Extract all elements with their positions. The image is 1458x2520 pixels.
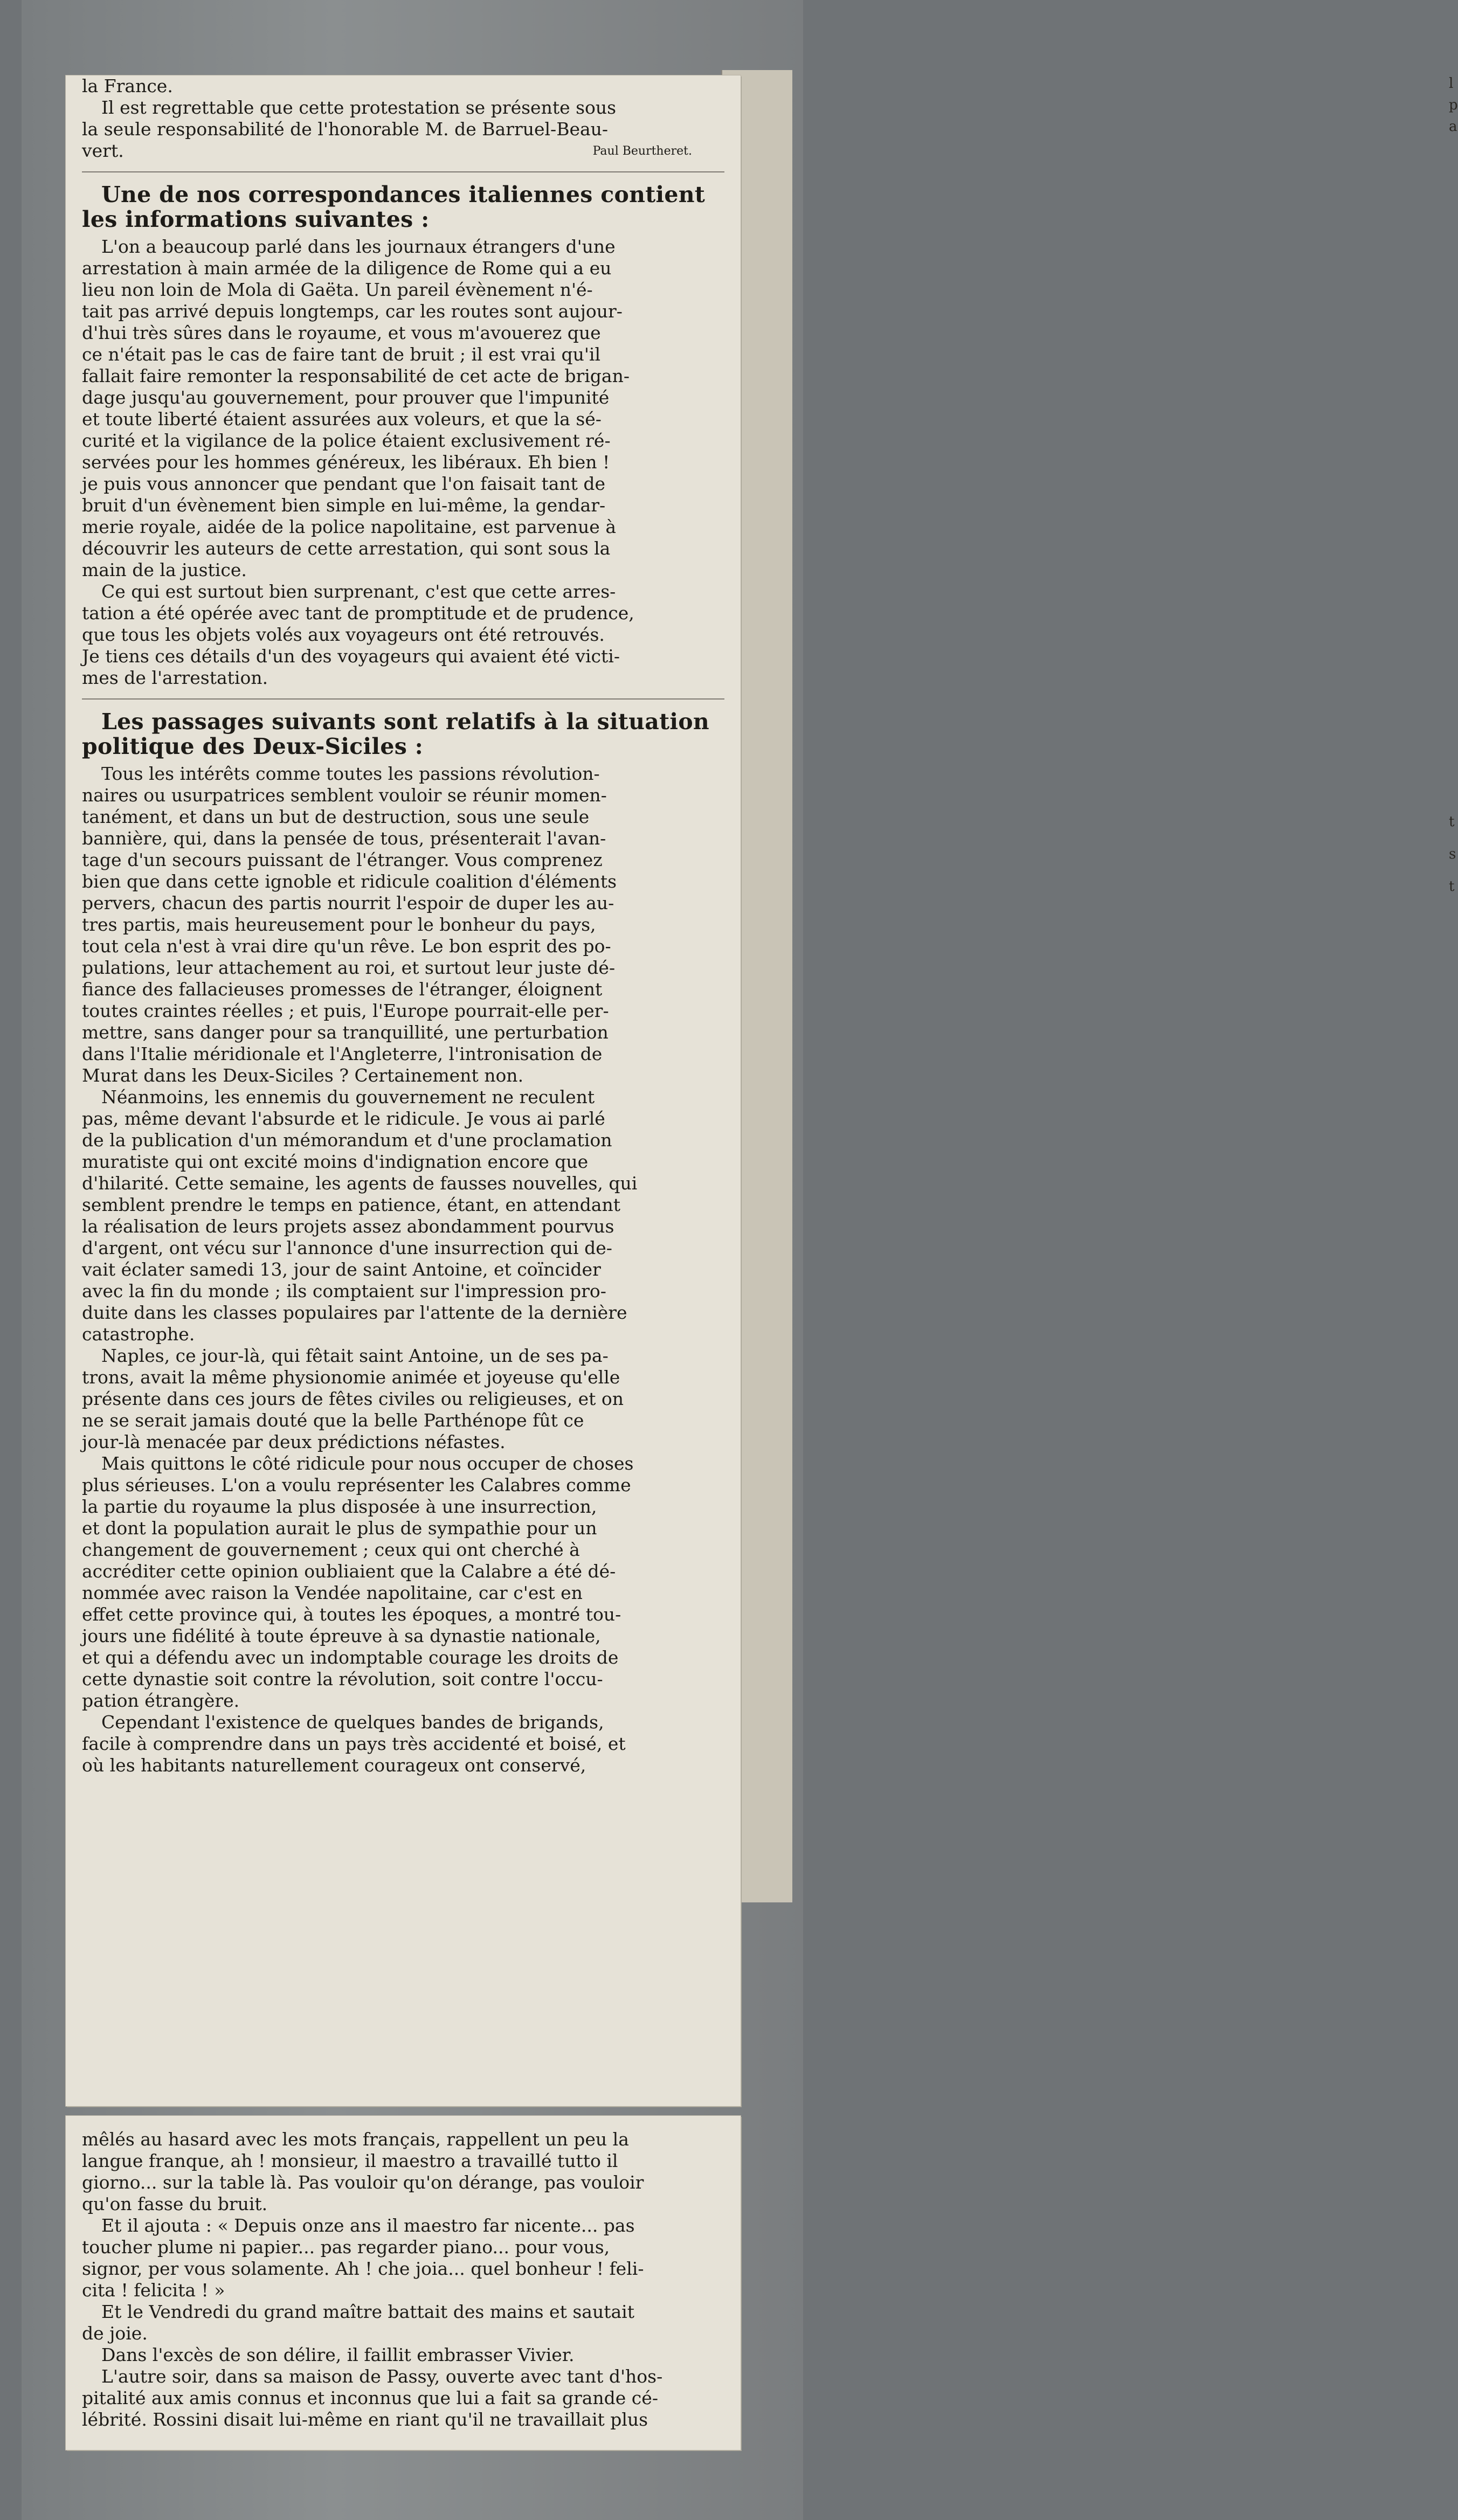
text-line: présente dans ces jours de fêtes civiles ou religieuses, et on [82,1388,624,1409]
article-column [66,2116,741,2430]
text-line: mes de l'arrestation. [82,667,268,688]
text-line: cette dynastie soit contre la révolution, soit contre l'occu- [82,1669,603,1690]
text-line: Dans l'excès de son délire, il faillit embrasser Vivier. [101,2344,575,2365]
section-italian-correspondence [82,182,724,689]
text-line: tation a été opérée avec tant de promptitude et de prudence, [82,603,634,624]
text-line: tres partis, mais heureusement pour le bonheur du pays, [82,914,596,935]
text-line: merie royale, aidée de la police napolitaine, est parvenue à [82,516,616,537]
edge-letter: t [1449,878,1455,895]
text-line: de joie. [82,2323,148,2344]
text-line: tait pas arrivé depuis longtemps, car les routes sont aujour- [82,301,623,322]
section-heading: politique des Deux-Siciles : [82,733,424,759]
text-line: langue franque, ah ! monsieur, il maestro a travaillé tutto il [82,2150,618,2171]
text-line: fallait faire remonter la responsabilité de cet acte de brigan- [82,365,630,386]
section-two-sicilies [82,709,724,1776]
text-line: Je tiens ces détails d'un des voyageurs qui avaient été victi- [82,646,620,667]
text-line: Et le Vendredi du grand maître battait des mains et sautait [101,2301,634,2322]
text-line: Néanmoins, les ennemis du gouvernement ne reculent [101,1086,595,1107]
text-line: catastrophe. [82,1324,195,1345]
text-line: fiance des fallacieuses promesses de l'étranger, éloignent [82,979,603,1000]
text-line: découvrir les auteurs de cette arrestation, qui sont sous la [82,538,611,559]
text-line: arrestation à main armée de la diligence de Rome qui a eu [82,258,612,279]
text-line: changement de gouvernement ; ceux qui ont cherché à [82,1539,580,1560]
edge-letter: s [1449,846,1456,862]
text-line: vait éclater samedi 13, jour de saint Antoine, et coïncider [82,1259,601,1280]
text-line: et toute liberté étaient assurées aux voleurs, et que la sé- [82,409,602,430]
text-line: où les habitants naturellement courageux ont conservé, [82,1755,586,1776]
text-line: mettre, sans danger pour sa tranquillité, une perturbation [82,1022,609,1043]
text-line: pation étrangère. [82,1690,240,1711]
text-line: mêlés au hasard avec les mots français, rappellent un peu la [82,2129,629,2150]
text-line: dans l'Italie méridionale et l'Angleterre, l'intronisation de [82,1043,603,1064]
text-line: Et il ajouta : « Depuis onze ans il maestro far nicente... pas [101,2215,635,2236]
text-line: curité et la vigilance de la police étaient exclusivement ré- [82,430,611,451]
text-line: lébrité. Rossini disait lui-même en riant qu'il ne travaillait plus [82,2409,648,2430]
text-line: pulations, leur attachement au roi, et surtout leur juste dé- [82,957,616,978]
text-line: Murat dans les Deux-Siciles ? Certainement non. [82,1065,524,1086]
newspaper-clipping-secondary [66,2116,741,2450]
section-heading: Une de nos correspondances italiennes contient [101,182,706,207]
text-line: jours une fidélité à toute épreuve à sa dynastie nationale, [82,1625,601,1646]
text-line: plus sérieuses. L'on a voulu représenter les Calabres comme [82,1474,631,1496]
newspaper-clipping-main [66,75,741,2106]
text-line: toucher plume ni papier... pas regarder piano... pour vous, [82,2237,610,2258]
text-line: la France. [82,75,173,96]
text-line: la partie du royaume la plus disposée à une insurrection, [82,1496,597,1517]
text-line: tout cela n'est à vrai dire qu'un rêve. Le bon esprit des po- [82,936,611,957]
text-line: accréditer cette opinion oubliaient que la Calabre a été dé- [82,1561,616,1582]
text-line: pervers, chacun des partis nourrit l'espoir de duper les au- [82,892,614,913]
article-column [66,75,741,1776]
text-line: Tous les intérêts comme toutes les passions révolution- [101,763,600,784]
text-line: effet cette province qui, à toutes les époques, a montré tou- [82,1604,621,1625]
text-line: de la publication d'un mémorandum et d'une proclamation [82,1130,612,1151]
text-line: que tous les objets volés aux voyageurs ont été retrouvés. [82,624,605,645]
text-line: ce n'était pas le cas de faire tant de bruit ; il est vrai qu'il [82,344,601,365]
text-line: la seule responsabilité de l'honorable M. de Barruel-Beau- [82,119,609,140]
text-line: muratiste qui ont excité moins d'indignation encore que [82,1151,589,1172]
text-line: L'on a beaucoup parlé dans les journaux étrangers d'une [101,236,616,257]
text-line: tage d'un secours puissant de l'étranger. Vous comprenez [82,849,603,870]
text-line: qu'on fasse du bruit. [82,2193,268,2214]
edge-letter: t [1449,814,1455,830]
text-line: L'autre soir, dans sa maison de Passy, ouverte avec tant d'hos- [101,2366,663,2387]
text-line: d'hui très sûres dans le royaume, et vous m'avouerez que [82,322,601,343]
text-line: main de la justice. [82,559,247,580]
text-line: pitalité aux amis connus et inconnus que lui a fait sa grande cé- [82,2387,658,2408]
section-heading: les informations suivantes : [82,206,430,232]
text-line: Cependant l'existence de quelques bandes de brigands, [101,1712,604,1733]
text-line: duite dans les classes populaires par l'attente de la dernière [82,1302,627,1323]
text-line: tanément, et dans un but de destruction, sous une seule [82,806,590,827]
text-line: avec la fin du monde ; ils comptaient sur l'impression pro- [82,1280,606,1301]
text-line: semblent prendre le temps en patience, étant, en attendant [82,1194,620,1215]
text-line: giorno... sur la table là. Pas vouloir qu'on dérange, pas vouloir [82,2172,644,2193]
text-line: lieu non loin de Mola di Gaëta. Un pareil évènement n'é- [82,279,593,300]
edge-letter: a [1449,119,1457,135]
section-divider [82,171,724,172]
text-line: servées pour les hommes généreux, les libéraux. Eh bien ! [82,452,610,473]
text-line: cita ! felicita ! » [82,2280,225,2301]
section-divider [82,698,724,700]
text-line: Ce qui est surtout bien surprenant, c'est que cette arres- [101,581,616,602]
text-line: et qui a défendu avec un indomptable courage les droits de [82,1647,619,1668]
text-line: bien que dans cette ignoble et ridicule coalition d'éléments [82,871,617,892]
top-fragment [82,75,724,162]
text-line: je puis vous annoncer que pendant que l'on faisait tant de [82,473,606,494]
text-line: bruit d'un évènement bien simple en lui-même, la gendar- [82,495,606,516]
text-line: Naples, ce jour-là, qui fêtait saint Antoine, un de ses pa- [101,1345,609,1366]
text-line: trons, avait la même physionomie animée et joyeuse qu'elle [82,1367,620,1388]
text-line: toutes craintes réelles ; et puis, l'Europe pourrait-elle per- [82,1000,609,1021]
text-line: naires ou usurpatrices semblent vouloir se réunir momen- [82,785,607,806]
text-line: Il est regrettable que cette protestation se présente sous [101,97,617,118]
text-line: d'argent, ont vécu sur l'annonce d'une insurrection qui de- [82,1237,612,1258]
text-line: vert. [82,140,124,161]
text-line: Mais quittons le côté ridicule pour nous occuper de choses [101,1453,634,1474]
text-line: facile à comprendre dans un pays très accidenté et boisé, et [82,1733,626,1754]
text-line: la réalisation de leurs projets assez abondamment pourvus [82,1216,614,1237]
text-line: ne se serait jamais douté que la belle Parthénope fût ce [82,1410,584,1431]
text-line: signor, per vous solamente. Ah ! che joia... quel bonheur ! feli- [82,2258,644,2279]
text-line: dage jusqu'au gouvernement, pour prouver que l'impunité [82,387,610,408]
section-heading: Les passages suivants sont relatifs à la situation [101,709,709,735]
text-line: jour-là menacée par deux prédictions néfastes. [82,1431,506,1452]
author-signature: Paul Beurtheret. [592,144,692,158]
text-line: et dont la population aurait le plus de sympathie pour un [82,1518,597,1539]
text-line: nommée avec raison la Vendée napolitaine, car c'est en [82,1582,583,1603]
text-line: bannière, qui, dans la pensée de tous, présenterait l'avan- [82,828,606,849]
edge-letter: l [1449,75,1454,92]
text-line: pas, même devant l'absurde et le ridicule. Je vous ai parlé [82,1108,605,1129]
edge-letter: p [1449,97,1458,113]
text-line: d'hilarité. Cette semaine, les agents de fausses nouvelles, qui [82,1173,638,1194]
